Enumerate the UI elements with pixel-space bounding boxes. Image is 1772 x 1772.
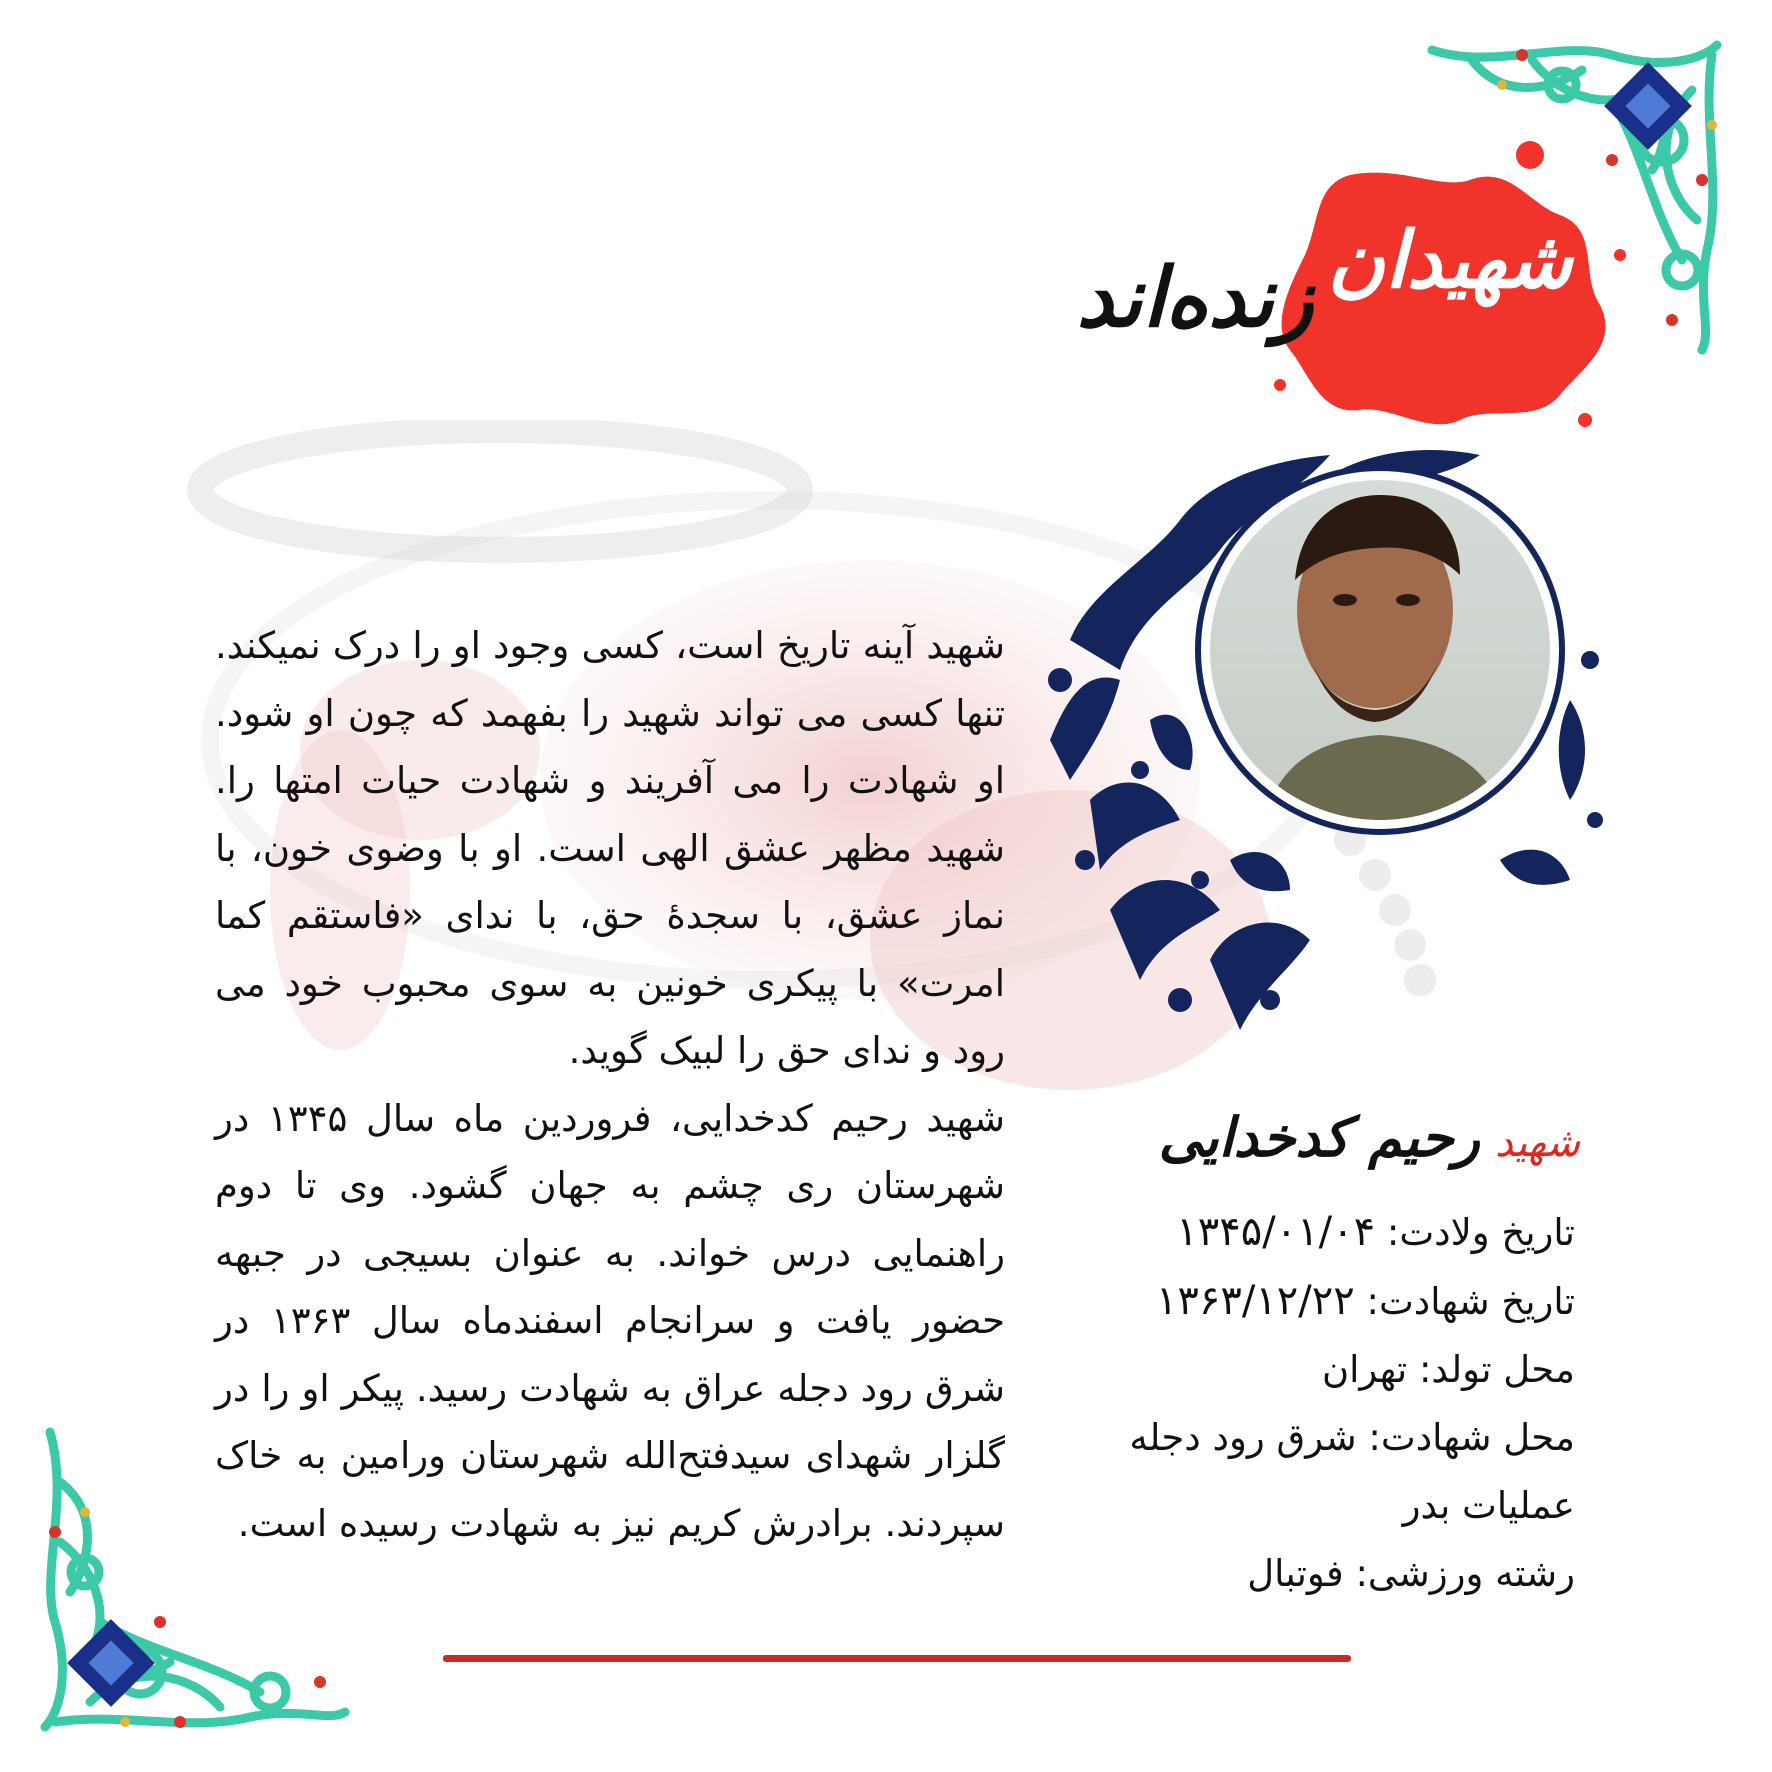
fact-value: ۱۳۶۳/۱۲/۲۲ [1155, 1278, 1355, 1324]
fact-birth-date [1090, 1198, 1575, 1267]
bottom-divider [443, 1655, 1351, 1662]
fact-label: تاریخ شهادت: [1366, 1280, 1575, 1323]
name-main: رحیم کدخدایی [1158, 1105, 1480, 1169]
logo-word-shahidan: شهیدان [1327, 215, 1573, 306]
name-prefix: شهید [1494, 1120, 1580, 1166]
fact-sport [1090, 1540, 1575, 1608]
fact-label: تاریخ ولادت: [1386, 1211, 1575, 1254]
portrait-frame [1030, 440, 1630, 1040]
fact-label: رشته ورزشی: [1355, 1552, 1575, 1595]
martyr-name [1158, 1105, 1580, 1195]
fact-birth-place [1090, 1336, 1575, 1404]
fact-martyr-place [1090, 1404, 1575, 1472]
fact-label: محل تولد: [1418, 1348, 1575, 1391]
biography-text [215, 612, 1005, 1557]
fact-value: فوتبال [1247, 1552, 1344, 1595]
facts-list [1090, 1198, 1575, 1608]
fact-label: محل شهادت: [1368, 1416, 1575, 1459]
fact-value: تهران [1321, 1348, 1408, 1391]
fact-operation [1090, 1472, 1575, 1540]
biography-paragraph-2: شهید رحیم کدخدایی، فروردین ماه سال ۱۳۴۵ در شهرستان ری چشم به جهان گشود. وی تا دوم راهنمایی درس خواند. به عنوان بسیجی در جبهه حضور یافت و سرانجام اسفندماه سال ۱۳۶۳ در شرق رود دجله عراق به شهادت رسید. پیکر او را در گلزار شهدای سیدفتح‌الله شهرستان ورامین به خاک سپردند. برادرش کریم نیز به شهادت رسیده است. [215, 1096, 1006, 1545]
biography-paragraph-1: شهید آینه تاریخ است، کسی وجود او را درک نمیکند. تنها کسی می تواند شهید را بفهمد که چون او شود. او شهادت را می آفریند و شهادت حیات امتها را. شهید مظهر عشق الهی است. او با وضوی خون، با نماز عشق، با سجدۀ حق، با ندای «فاستقم کما امرت» با پیکری خونین به سوی محبوب خود می رود و ندای حق را لبیک گوید. [215, 624, 1005, 1072]
logo-word-zendeand: زنده‌اند [1076, 250, 1314, 346]
shahidan-logo [1040, 135, 1630, 435]
fact-value: شرق رود دجله [1129, 1416, 1357, 1459]
fact-value: عملیات بدر [1402, 1484, 1575, 1527]
fact-value: ۱۳۴۵/۰۱/۰۴ [1176, 1209, 1376, 1255]
fact-martyr-date [1090, 1267, 1575, 1336]
